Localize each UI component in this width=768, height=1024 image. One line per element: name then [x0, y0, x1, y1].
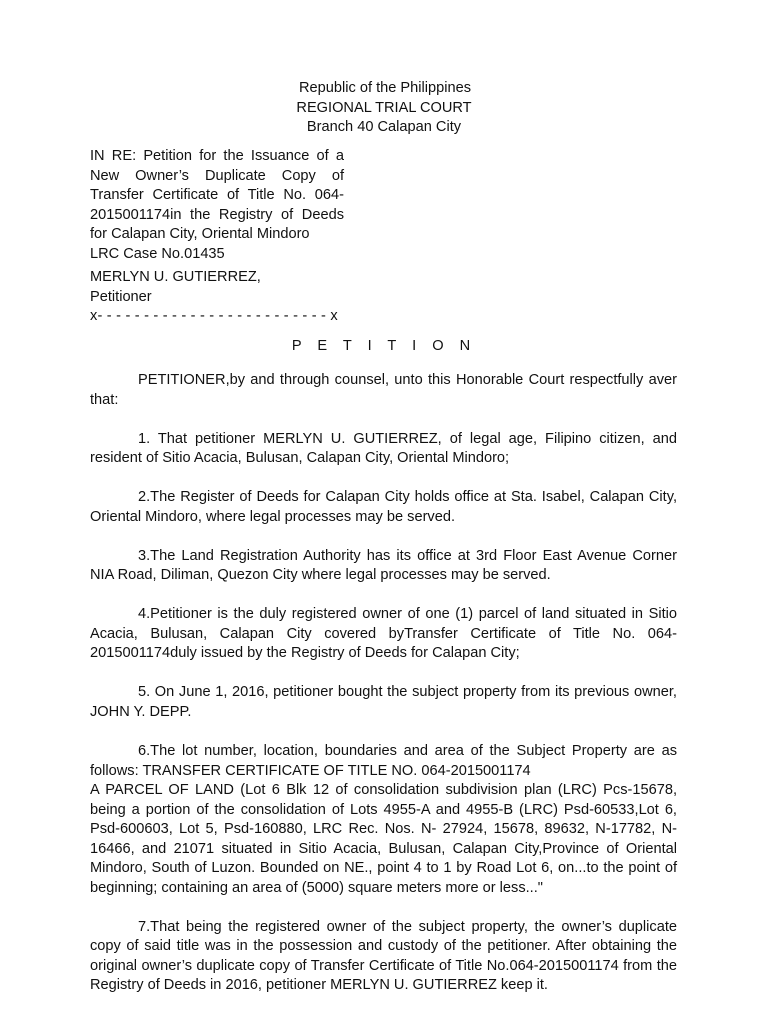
paragraph-5: 5. On June 1, 2016, petitioner bought the subject property from its previous owner, JOHN Y. DEPP. [90, 684, 677, 720]
document-title: P E T I T I O N [291, 338, 477, 354]
caption-text: IN RE: Petition for the Issuance of a New Owner’s Duplicate Copy of Transfer Certificate of Title No. 064-2015001174in the Registry of Deeds for Calapan City, Oriental Mindoro [90, 148, 344, 242]
header-court-name: REGIONAL TRIAL COURT [296, 99, 472, 116]
court-header [0, 79, 768, 138]
petition-body [90, 371, 677, 1015]
paragraph-7: 7.That being the registered owner of the subject property, the owner’s duplicate copy of said title was in the possession and custody of the petitioner. After obtaining the original owner’s duplicate copy of Transfer Certificate of Title No.064-2015001174 from the Registry of Deeds in 2016, petitioner MERLYN U. GUTIERREZ keep it. [90, 918, 677, 994]
petitioner-name: MERLYN U. GUTIERREZ, [90, 269, 261, 285]
paragraph-6: 6.The lot number, location, boundaries and area of the Subject Property are as follows: TRANSFER CERTIFICATE OF TITLE NO. 064-2015001174 [90, 743, 677, 779]
case-number: LRC Case No.01435 [90, 245, 225, 262]
header-branch: Branch 40 Calapan City [306, 119, 462, 135]
petitioner-role: Petitioner [90, 288, 152, 305]
property-description: A PARCEL OF LAND (Lot 6 Blk 12 of consolidation subdivision plan (LRC) Pcs-15678, being a portion of the consolidation of Lots 4955-A and 4955-B (LRC) Psd-60533,Lot 6, Psd-600603, Lot 5, Psd-160880, LRC Rec. Nos. N- 27924, 15678, 89632, N-17782, N-16466, and 21071 situated in Sitio Acacia, Bulusan, Calapan City,Province of Oriental Mindoro, South of Luzon. Bounded on NE., point 4 to 1 by Road Lot 6, on...to the point of beginning; containing an area of (5000) square meters more or less..." [90, 782, 677, 896]
paragraph-1: 1. That petitioner MERLYN U. GUTIERREZ, of legal age, Filipino citizen, and resident of Sitio Acacia, Bulusan, Calapan City, Oriental Mindoro; [90, 430, 677, 467]
paragraph-2: 2.The Register of Deeds for Calapan City holds office at Sta. Isabel, Calapan City, Oriental Mindoro, where legal processes may be served. [90, 489, 677, 525]
caption-separator: x- - - - - - - - - - - - - - - - - - - - - - - - - x [90, 308, 338, 324]
parties-block [90, 268, 350, 327]
intro-paragraph: PETITIONER,by and through counsel, unto this Honorable Court respectfully aver that: [90, 372, 677, 408]
paragraph-3: 3.The Land Registration Authority has its office at 3rd Floor East Avenue Corner NIA Road, Diliman, Quezon City where legal processes may be served. [90, 547, 677, 584]
header-republic: Republic of the Philippines [299, 80, 471, 96]
case-caption [90, 147, 344, 264]
paragraph-4: 4.Petitioner is the duly registered owner of one (1) parcel of land situated in Sitio Acacia, Bulusan, Calapan City covered byTransfer Certificate of Title No. 064-2015001174duly issued by the Registry of Deeds for Calapan City; [90, 606, 677, 662]
